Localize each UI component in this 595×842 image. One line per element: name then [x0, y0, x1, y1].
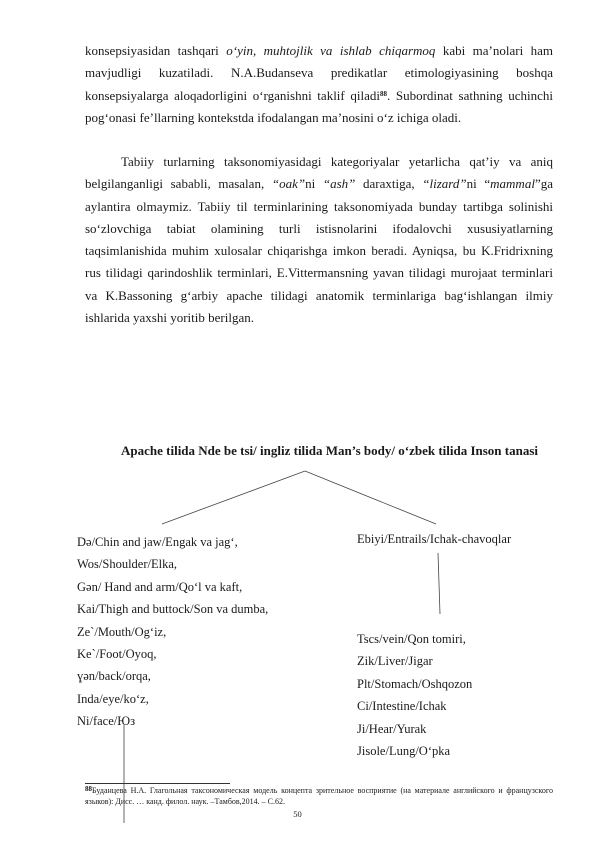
- list-item: Jisole/Lung/O‘pka: [357, 744, 451, 759]
- list-item: ɣən/back/orqa,: [77, 669, 151, 684]
- footnote-reference[interactable]: 88: [379, 89, 387, 98]
- list-item: Ji/Hear/Yurak: [357, 721, 427, 736]
- list-item: Ni/face/Юз: [77, 714, 136, 729]
- section-heading: Apache tilida Nde be tsi/ ingliz tilida Man’s body/ o‘zbek tilida Inson tanasi: [121, 443, 539, 458]
- page-number: 50: [293, 809, 302, 819]
- footnote-separator: [85, 783, 230, 784]
- left-term-list: [77, 531, 268, 733]
- list-item: Wos/Shoulder/Elka,: [77, 557, 178, 572]
- paragraph-2: Tabiiy turlarning taksonomiyasidagi kategoriyalar yetarlicha qat’iy va aniq belgilanganligi sababli, masalan, “oak”ni “ash” daraxtiga, “lizard”ni “mammal”ga aylantira olmaymiz. Tabiiy til terminlarining taksonomiyada bunday tartibga solinishi so‘zlovchiga tabiat olamining turli istisnolarini ifodalovchi xususiyatlarning taqsimlanishida muhim xulosalar chiqarishga imkon beradi. Ayniqsa, bu K.Fridrixning rus tilidagi qarindoshlik terminlari, E.Vittermansning yavan tilidagi murojaat terminlari va K.Bassoning g‘arbiy apache tilidagi anatomik terminlariga bag‘ishlangan ilmiy ishlarida yaxshi yoritib berilgan.: [85, 154, 553, 326]
- paragraph-1: konsepsiyasidan tashqari o‘yin, muhtojlik va ishlab chiqarmoq kabi ma’nolari ham mavjudligi kuzatiladi. N.A.Budanseva predikatlar etimologiyasining boshqa konsepsiyalarga aloqadorligini o‘rganishni taklif qiladi$^{88}$. Subordinat sathning uchinchi pog‘onasi fe’llarning kontekstda ifodalangan ma’nosini o‘z ichiga oladi.: [85, 43, 553, 125]
- right-header: Ebiyi/Entrails/Ichak-chavoqlar: [357, 532, 512, 546]
- list-item: Kai/Thigh and buttock/Son va dumba,: [77, 602, 269, 617]
- footnote: 88Будaнцева Н.А. Глагольная таксономическая модель концепта зрительное восприятие (на материале английского и французского языков): Дисс. … канд. филол. наук. –Тамбов,2014. – С.62.: [85, 785, 553, 806]
- list-item: Də/Chin and jaw/Engak va jag‘,: [77, 535, 238, 549]
- list-item: Inda/eye/ko‘z,: [77, 691, 149, 706]
- list-item: Ke`/Foot/Oyoq,: [77, 647, 157, 662]
- list-item: Ze`/Mouth/Og‘iz,: [77, 624, 167, 639]
- list-item: Zik/Liver/Jigar: [357, 654, 433, 669]
- footnote-number: 88: [85, 785, 92, 793]
- right-term-list: [357, 628, 472, 762]
- list-item: Plt/Stomach/Oshqozon: [357, 676, 473, 691]
- list-item: Tscs/vein/Qon tomiri,: [357, 632, 466, 646]
- list-item: Ci/Intestine/Ichak: [357, 699, 447, 714]
- list-item: Gən/ Hand and arm/Qo‘l va kaft,: [77, 579, 243, 594]
